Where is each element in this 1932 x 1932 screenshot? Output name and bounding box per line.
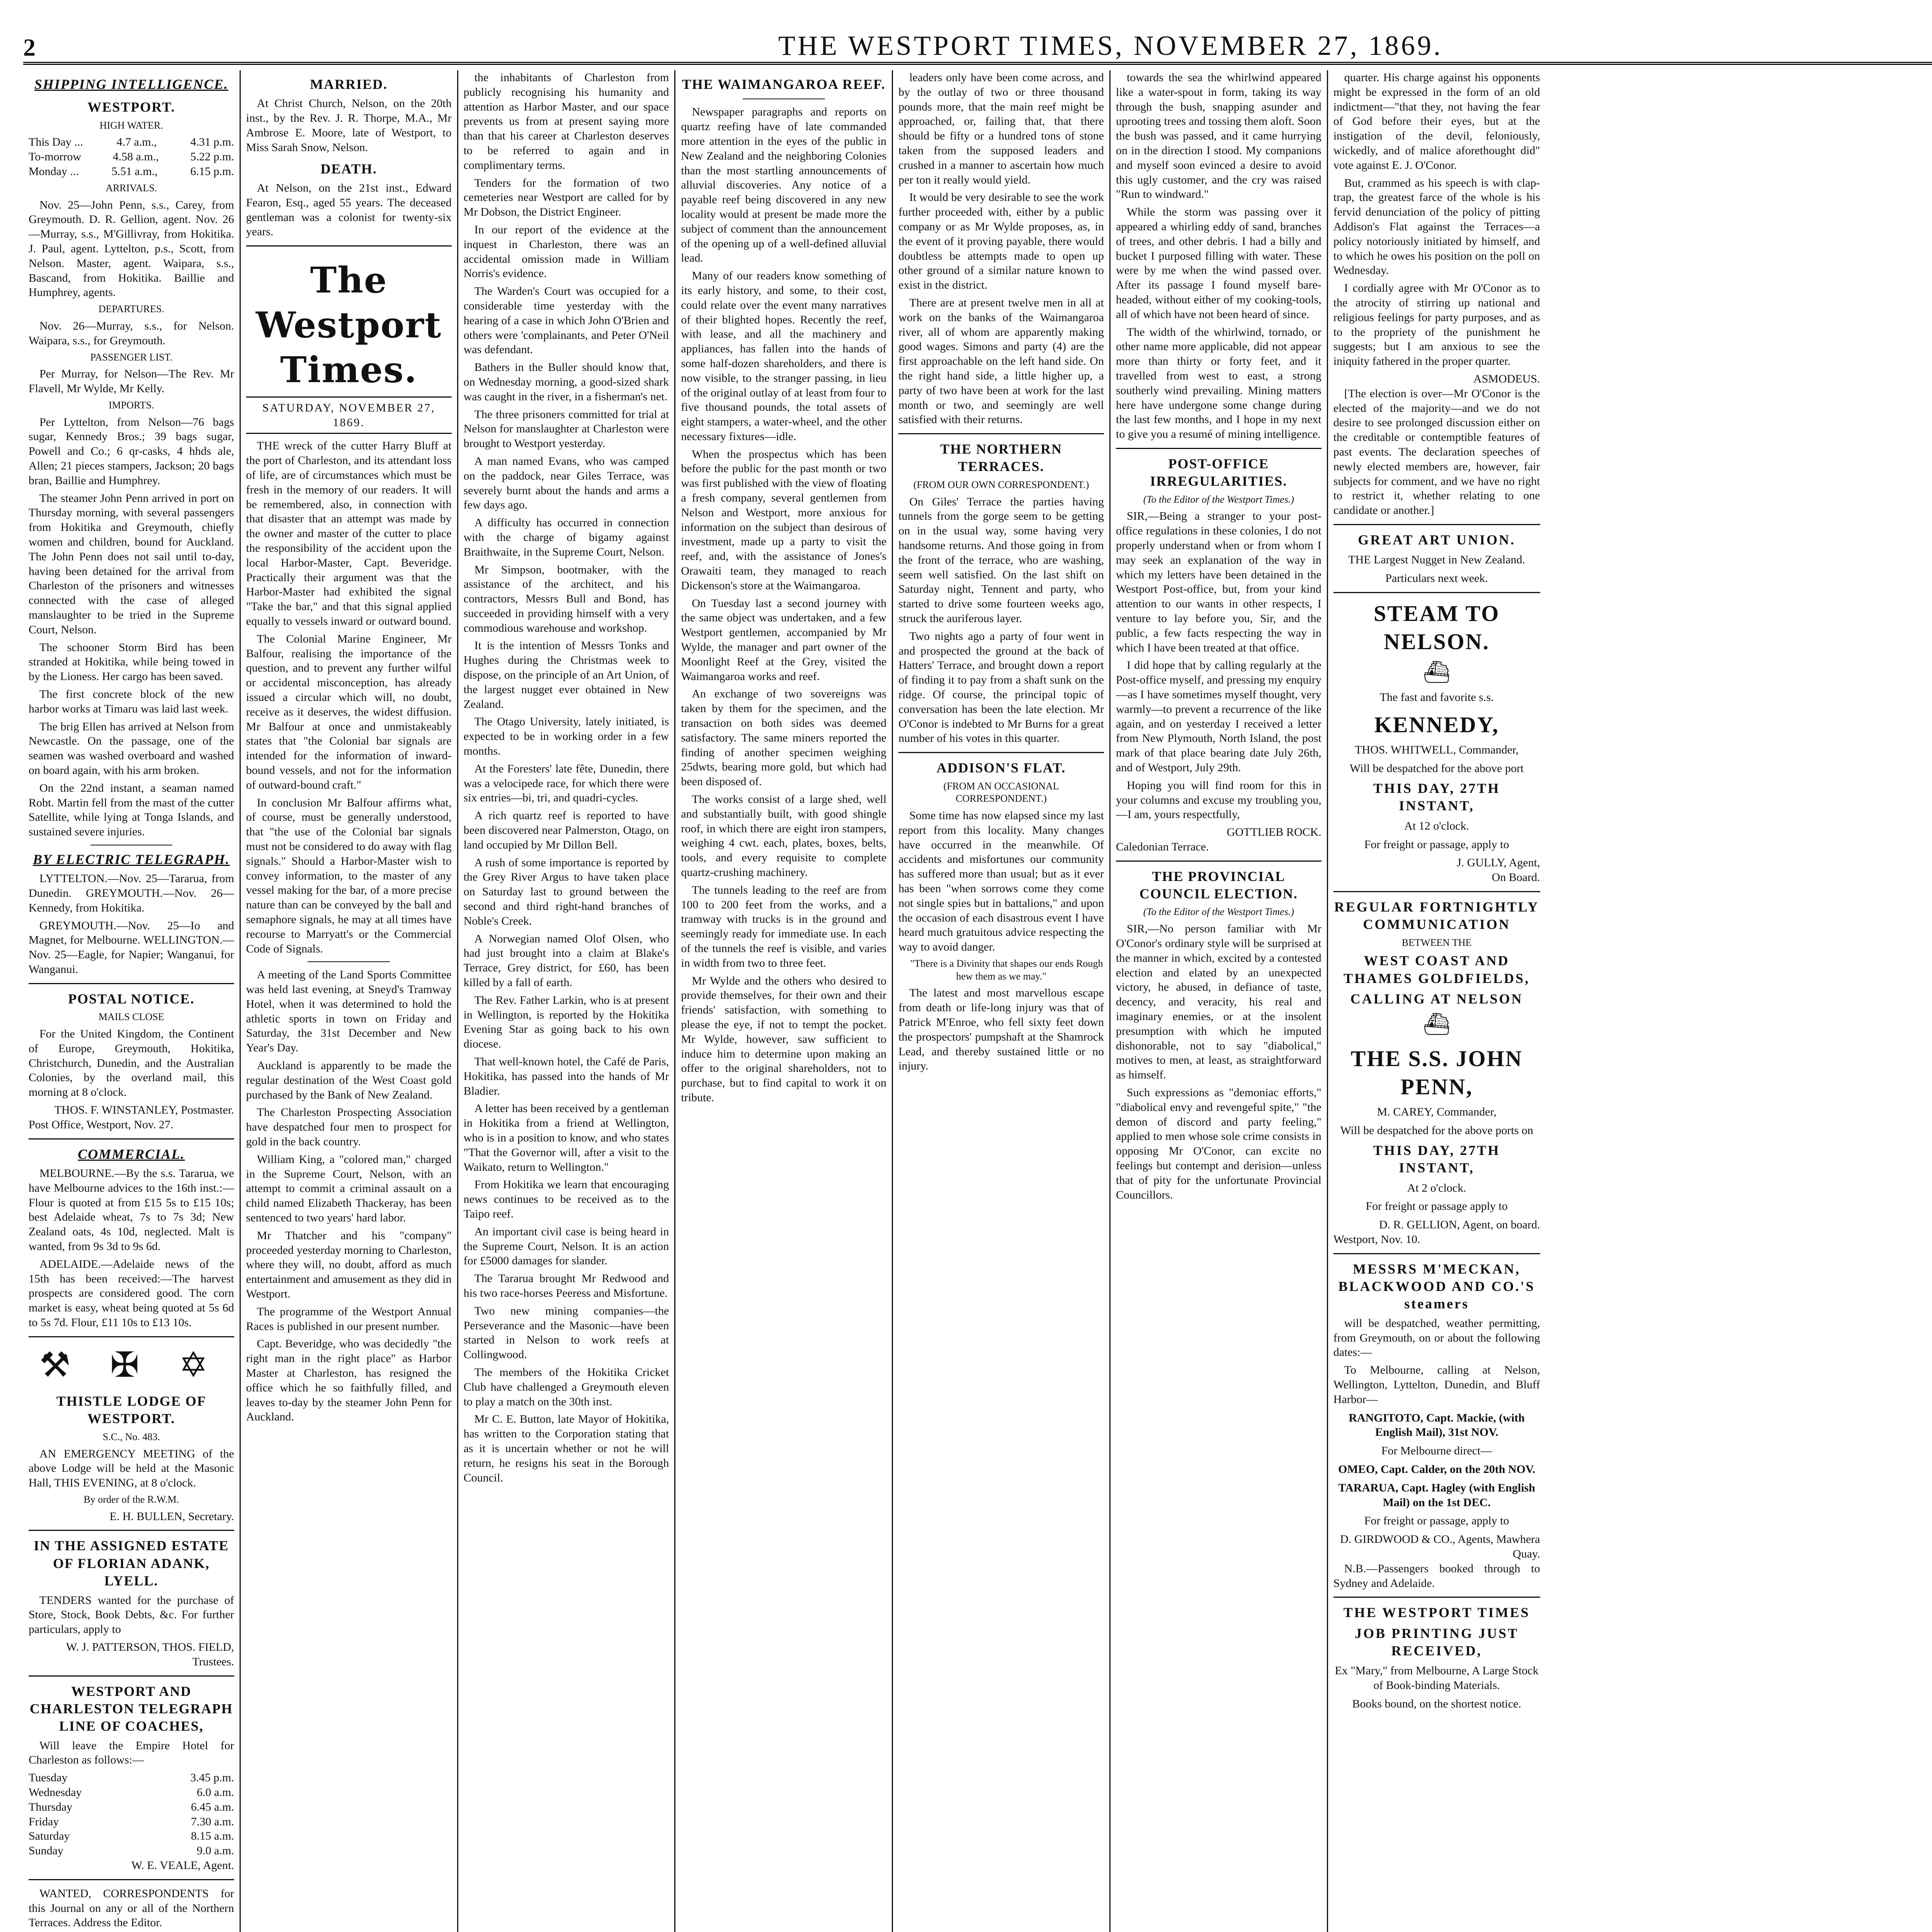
tide-pm: 4.31 p.m. [190, 136, 234, 149]
coach-time-row [29, 1800, 234, 1815]
telegraph-heading: BY ELECTRIC TELEGRAPH. [33, 851, 230, 867]
steam-agent: J. GULLY, Agent, [1456, 856, 1540, 869]
passenger-label: PASSENGER LIST. [90, 351, 173, 363]
meckan-ship: RANGITOTO, Capt. Mackie, (with English Mail), 31st NOV. [1349, 1411, 1525, 1439]
tide-am: 4.58 a.m., [112, 150, 159, 163]
masthead [23, 15, 1932, 65]
departures-label: DEPARTURES. [98, 303, 164, 315]
coach-time: 9.0 a.m. [197, 1844, 234, 1857]
news-item: The schooner Storm Bird has been stranded at Hokitika, while being towed in by the Lioness. Her cargo has been saved. [29, 641, 234, 683]
masonic-emblem-icon: ⚒ ✠ ✡ [39, 1346, 224, 1384]
ship-name: KENNEDY, [1374, 712, 1499, 738]
regular-heading: REGULAR FORTNIGHTLY COMMUNICATION [1334, 899, 1539, 932]
news-item: A meeting of the Land Sports Committee was held last evening, at Sneyd's Tramway Hotel, when it was determined to hold the athletic sports in town on Friday and Saturday, the 31st December and New Year's Day. [246, 968, 452, 1054]
editor-note: [The election is over—Mr O'Conor is the elected of the majority—and we do not desire to see prolonged discussion either on the creditable or contemptible features of past events. The declaration speeches of newly elected members are, however, fair subjects for comment, and we have no right to restrict it, whether relating to one candidate or another.] [1333, 387, 1540, 517]
divider [1333, 592, 1540, 593]
steamship-icon: ⛴ [1423, 660, 1451, 685]
married-text: At Christ Church, Nelson, on the 20th inst., by the Rev. J. R. Thorpe, M.A., Mr Ambrose E. Moore, late of Westport, to Miss Sarah Snow, Nelson. [246, 97, 452, 154]
leader-paragraph: In conclusion Mr Balfour affirms what, of course, must be generally understood, that "the use of the Colonial bar signals must not be considered to do away with flag signals." Should a Harbor-Master wish to convey information, to the master of any vessel making for the bar, of a more precise nature than can be conveyed by the ball and semaphore signals, he may at all times have recourse to Marryatt's or the Commercial Code of Signals. [246, 796, 452, 955]
steam-intro: The fast and favorite s.s. [1379, 690, 1494, 704]
columns [23, 70, 1932, 1932]
coach-time: 3.45 p.m. [190, 1771, 234, 1784]
postoffice-byline: (To the Editor of the Westport Times.) [1143, 493, 1294, 505]
wanted-text: WANTED, CORRESPONDENTS for this Journal on any or all of the Northern Terraces. Address the Editor. [29, 1887, 234, 1929]
divider [1333, 891, 1540, 892]
meckan-route: For Melbourne direct— [1381, 1444, 1492, 1458]
estate-trustees: W. J. PATTERSON, THOS. FIELD, Trustees. [66, 1640, 234, 1668]
tide-day: This Day ... [29, 136, 83, 149]
coach-time-row [29, 1785, 234, 1800]
penn-agent: D. R. GELLION, Agent, on board. [1379, 1218, 1540, 1231]
letter-place: Caledonian Terrace. [1116, 840, 1209, 853]
news-item: Mr Thatcher and his "company" proceeded yesterday morning to Charleston, where they will, no doubt, afford as much entertainment and amusement as they did in Westport. [246, 1229, 452, 1301]
jobprint-heading: THE WESTPORT TIMES [1343, 1605, 1530, 1621]
article-paragraph: Mr Wylde and the others who desired to provide themselves, for their own and their friends' satisfaction, with something to please the eye, if not to tempt the pocket. Mr Wylde, however, saw sufficient to induce him to determine upon making an offer to the original shareholders, not to purchase, but to find capital to work it on tribute. [681, 974, 887, 1104]
divider [29, 983, 234, 984]
news-item: The Charleston Prospecting Association have despatched four men to prospect for gold in the back country. [246, 1106, 452, 1148]
coach-time-row [29, 1844, 234, 1858]
estate-heading: IN THE ASSIGNED ESTATE OF FLORIAN ADANK, LYELL. [34, 1538, 229, 1589]
estate-text: TENDERS wanted for the purchase of Store, Stock, Book Debts, &c. For further particulars, apply to [29, 1594, 234, 1636]
news-item: The members of the Hokitika Cricket Club have challenged a Greymouth eleven to play a match on the 30th inst. [463, 1366, 669, 1408]
news-item: A rich quartz reef is reported to have been discovered near Palmerston, Otago, on land occupied by Mr Dillon Bell. [463, 809, 669, 851]
coaches-agent: W. E. VEALE, Agent. [131, 1859, 234, 1872]
coach-time-row [29, 1770, 234, 1785]
coach-time-row [29, 1829, 234, 1844]
news-item: At the Foresters' late fête, Dunedin, there was a velocipede race, for which there were six entries—bi, tri, and quadri-cycles. [463, 762, 669, 804]
news-item: That well-known hotel, the Café de Paris, Hokitika, has passed into the hands of Mr Bladier. [463, 1055, 669, 1097]
tide-row [29, 135, 234, 150]
article-paragraph: leaders only have been come across, and by the outlay of two or three thousand pounds more, that the main reef might be approached, or, failing that, that there should be fifty or a hundred tons of stone taken from the supposed leaders and crushed in a manner to ascertain how much per ton it really would yield. [898, 71, 1104, 186]
terraces-heading: THE NORTHERN TERRACES. [940, 441, 1062, 474]
postal-date: Post Office, Westport, Nov. 27. [29, 1118, 173, 1131]
postoffice-heading: POST-OFFICE IRREGULARITIES. [1150, 456, 1287, 489]
news-item: The first concrete block of the new harbor works at Timaru was laid last week. [29, 687, 234, 715]
divider [29, 1879, 234, 1880]
news-item: The Tararua brought Mr Redwood and his two race-horses Peeress and Misfortune. [463, 1272, 669, 1299]
article-paragraph: It would be very desirable to see the work further proceeded with, either by a public company or as Mr Wylde proposes, as, in the event of it proving payable, there would doubtless be attempts made to open up other ground of a similar nature known to exist in the district. [898, 191, 1104, 292]
telegraph-departures: GREYMOUTH.—Nov. 25—Io and Magnet, for Melbourne. WELLINGTON.—Nov. 25—Eagle, for Napier; Wanganui, for Wanganui. [29, 919, 234, 976]
regular-between: BETWEEN THE [1401, 937, 1472, 948]
letter-paragraph: But, crammed as his speech is with clap-trap, the greatest farce of the whole is his fervid denunciation of the policy of pitting Addison's Flat against the Terraces—a policy notoriously initiated by himself, and to which he owes his position on the poll on Wednesday. [1333, 176, 1540, 277]
meckan-text: will be despatched, weather permitting, from Greymouth, on or about the following dates:— [1333, 1316, 1540, 1359]
addison-byline: (FROM AN OCCASIONAL CORRESPONDENT.) [943, 780, 1059, 804]
letter-paragraph: SIR,—Being a stranger to your post-office regulations in these colonies, I do not properly understand when or from whom I may seek an explanation of the way in which my letters have been detained in the Westport Post-office, but, from your kind attention to our wants in other respects, I venture to lay before you, Sir, and the public, a few facts respecting the way in which I have been treated at that office. [1116, 510, 1321, 654]
departures-text: Nov. 26—Murray, s.s., for Nelson. Waipara, s.s., for Greymouth. [29, 319, 234, 347]
article-paragraph: The tunnels leading to the reef are from 100 to 200 feet from the works, and a tramway with trucks is in the ground and seemingly ready for immediate use. In each of the tunnels the reef is visible, and varies in width from two to three feet. [681, 883, 887, 969]
divider [308, 961, 390, 962]
coach-day: Saturday [29, 1830, 70, 1843]
divider [1333, 1597, 1540, 1598]
tide-day: To-morrow [29, 150, 82, 163]
divider [1116, 861, 1321, 862]
news-item: The programme of the Westport Annual Races is published in our present number. [246, 1305, 452, 1333]
artunion-heading: GREAT ART UNION. [1358, 532, 1516, 548]
article-paragraph: On Tuesday last a second journey with the same object was undertaken, and a few Westport gentlemen, accompanied by Mr Wylde, the manager and part owner of the Moonlight Reef at the Grey, visited the Waimangaroa works and reef. [681, 597, 887, 683]
news-item: On the 22nd instant, a seaman named Robt. Martin fell from the mast of the cutter Satellite, while lying at Tonga Islands, and sustained severe injuries. [29, 781, 234, 838]
coach-time: 6.45 a.m. [191, 1800, 234, 1813]
news-item: William King, a "colored man," charged in the Supreme Court, Nelson, with an attempt to commit a criminal assault on a child named Elizabeth Thackeray, has been sentenced to two years' hard labor. [246, 1153, 452, 1225]
meckan-route: To Melbourne, calling at Nelson, Wellington, Lyttelton, Dunedin, and Bluff Harbor— [1333, 1364, 1540, 1406]
death-heading: DEATH. [320, 161, 377, 177]
coach-day: Thursday [29, 1800, 73, 1813]
arrivals-label: ARRIVALS. [105, 182, 157, 194]
addison-heading: ADDISON'S FLAT. [936, 760, 1066, 776]
article-paragraph: The works consist of a large shed, well and substantially built, with good shingle roof, in which there are eight iron stampers, weighing 4 cwt. each, plates, boxes, belts, tools, and every requisite to complete quartz-crushing machinery. [681, 793, 887, 879]
article-paragraph: Some time has now elapsed since my last report from this locality. Many changes have occurred in the meanwhile. Of accidents and misfortunes our community has suffered more than usual; but as it ever has been "when sorrows come they come not single spies but in battalions," and upon the occasion of each disastrous event I have heard much gratuitous advice respecting the way to avoid danger. [898, 809, 1104, 954]
page-title: THE WESTPORT TIMES, NOVEMBER 27, 1869. [778, 30, 1443, 61]
news-item: Tenders for the formation of two cemeteries near Westport are called for by Mr Dobson, the District Engineer. [463, 176, 669, 219]
steam-apply: For freight or passage, apply to [1364, 838, 1509, 851]
steam-text: Will be despatched for the above port [1350, 762, 1524, 775]
article-paragraph: An exchange of two sovereigns was taken by them for the specimen, and the transaction on both sides was deemed satisfactory. The same miners reported the finding of another specimen weighing 25dwts, bearing more gold, but which had been disposed of. [681, 687, 887, 788]
letter-signature: ASMODEUS. [1473, 372, 1540, 385]
divider [898, 433, 1104, 434]
article-heading: THE WAIMANGAROA REEF. [682, 77, 886, 92]
penn-text: Will be despatched for the above ports on [1340, 1124, 1533, 1137]
dateline: SATURDAY, NOVEMBER 27, 1869. [246, 396, 452, 434]
news-item: In our report of the evidence at the inquest in Charleston, there was an accidental omission made in William Norris's evidence. [463, 223, 669, 280]
article-paragraph: Two nights ago a party of four went in and prospected the ground at the back of Hatters' Terrace, and brought down a report of finding it to pay from a shaft sunk on the ridge. Of course, the principal topic of conversation has been the late election. Mr O'Conor is indebted to Mr Burns for a great number of his votes in this quarter. [898, 629, 1104, 745]
article-paragraph: When the prospectus which has been before the public for the past month or two was first published with the view of floating a fresh company, several gentlemen from Nelson and Westport, more anxious for information on the subject than desirous of investment, made up a party to visit the reef, and, with the assistance of Jones's Orawaiti team, they managed to reach Dickenson's store at the Waimangaroa. [681, 447, 887, 592]
coach-day: Sunday [29, 1844, 63, 1857]
letter-paragraph: I did hope that by calling regularly at the Post-office myself, and pressing my enquiry—as I have sometimes myself thought, very warmly—to prevent a recurrence of the like again, and on yesterday I received a letter from New Plymouth, North Island, the post mark of that place bearing date July 26th, and of Westport, July 29th. [1116, 659, 1321, 774]
news-item: Two new mining companies—the Perseverance and the Masonic—have been started in Nelson to work reefs at Collingwood. [463, 1304, 669, 1361]
artunion-note: Particulars next week. [1385, 572, 1488, 585]
letter-signature: GOTTLIEB ROCK. [1226, 826, 1321, 839]
terraces-byline: (FROM OUR OWN CORRESPONDENT.) [913, 479, 1089, 490]
imports-label: IMPORTS. [109, 399, 154, 411]
ship-commander: M. CAREY, Commander, [1377, 1105, 1497, 1119]
news-item: The Otago University, lately initiated, is expected to be in working order in a few months. [463, 715, 669, 758]
divider [1333, 524, 1540, 525]
steam-date: THIS DAY, 27TH INSTANT, [1373, 781, 1500, 814]
news-item: An important civil case is being heard in the Supreme Court, Nelson. It is an action for £5000 damages for slander. [463, 1225, 669, 1267]
coach-time: 6.0 a.m. [197, 1786, 234, 1799]
shipping-heading: SHIPPING INTELLIGENCE. [34, 77, 228, 92]
article-paragraph: While the storm was passing over it appeared a whirling eddy of sand, branches of trees, and other debris. I had a billy and bucket I purposed filling with water. These were by me when the wind passed over. After its passage I found myself bare-headed, without either of my cooking-tools, all of which have not been heard of since. [1116, 206, 1321, 321]
news-item: Auckland is apparently to be made the regular destination of the West Coast gold purchased by the Bank of New Zealand. [246, 1059, 452, 1101]
penn-date: THIS DAY, 27TH INSTANT, [1373, 1142, 1500, 1176]
news-item: The steamer John Penn arrived in port on Thursday morning, with several passengers from Hokitika and Greymouth, chiefly women and children, bound for Auckland. The John Penn does not sail until to-day, having been detained for the arrival from Charleston of the prisoners and witnesses connected with the case of alleged manslaughter to be tried in the Supreme Court, Nelson. [29, 492, 234, 636]
jobprint-note: Books bound, on the shortest notice. [1352, 1697, 1521, 1710]
news-item: The three prisoners committed for trial at Nelson for manslaughter at Charleston were brought to Westport yesterday. [463, 408, 669, 450]
article-paragraph: Newspaper paragraphs and reports on quartz reefing have of late commanded more attention in the eyes of the public in New Zealand and the neighboring Colonies than the most startling announcements of alluvial discoveries. Any notice of a payable reef being discovered in any new locality would at present be made more the subject of comment than the announcement of the opening up of a well-defined alluvial lead. [681, 105, 887, 265]
steam-time: At 12 o'clock. [1404, 819, 1469, 832]
news-item: The Warden's Court was occupied for a considerable time yesterday with the hearing of a case in which John O'Brien and others were 'complainants, and Peter O'Neil was defendant. [463, 285, 669, 356]
penn-apply: For freight or passage apply to [1366, 1200, 1508, 1213]
news-item: It is the intention of Messrs Tonks and Hughes during the Christmas week to dispose, on the principle of an Art Union, of the largest nugget ever obtained in New Zealand. [463, 639, 669, 711]
jobprint-title: JOB PRINTING JUST RECEIVED, [1355, 1625, 1519, 1659]
news-item: A difficulty has occurred in connection with the charge of bigamy against Braithwaite, in the Supreme Court, Nelson. [463, 516, 669, 558]
meckan-ship: OMEO, Capt. Calder, on the 20th NOV. [1338, 1463, 1536, 1476]
steam-board: On Board. [1492, 871, 1540, 884]
column-4 [675, 70, 893, 1932]
lodge-number: S.C., No. 483. [102, 1431, 160, 1442]
commercial-heading: COMMERCIAL. [78, 1146, 185, 1162]
news-item: Bathers in the Buller should know that, on Wednesday morning, a good-sized shark was caught in the river, in a fisherman's net. [463, 361, 669, 403]
quotation: "There is a Divinity that shapes our ends Rough hew them as we may." [910, 957, 1103, 982]
artunion-text: THE Largest Nugget in New Zealand. [1348, 553, 1525, 566]
article-paragraph: On Giles' Terrace the parties having tunnels from the gorge seem to be getting on in the usual way, some having very handsome returns. And those going in from the front of the terrace, who are washing, seem well satisfied. On the last shift on Saturday night, Tennent and party, who started to drive some fourteen weeks ago, struck the auriferous layer. [898, 495, 1104, 625]
tide-pm: 5.22 p.m. [190, 150, 234, 163]
leader-paragraph: The Colonial Marine Engineer, Mr Balfour, realising the importance of the question, and to prevent any further wilful or accidental misconception, has already issued a circular which will, no doubt, receive as it deserves, the widest diffusion. Mr Balfour at once and unmistakeably states that "the Colonial bar signals are intended for the information of inward-bound vessels, and not for the information of outward-bound craft." [246, 632, 452, 791]
postmaster: THOS. F. WINSTANLEY, Postmaster. [54, 1103, 234, 1116]
news-item: A Norwegian named Olof Olsen, who had just brought into a claim at Blake's Terrace, Grey district, for £60, has been killed by a fall of earth. [463, 932, 669, 989]
letter-paragraph: Hoping you will find room for this in your columns and excuse my troubling you,—I am, yours respectfully, [1116, 779, 1321, 821]
tide-row [29, 150, 234, 164]
lodge-secretary: E. H. BULLEN, Secretary. [109, 1510, 234, 1523]
news-item: A rush of some importance is reported by the Grey River Argus to have taken place on Saturday last to ground between the second and third right-hand branches of Noble's Creek. [463, 856, 669, 927]
coach-time: 7.30 a.m. [191, 1815, 234, 1828]
letter-paragraph: I cordially agree with Mr O'Conor as to the atrocity of stirring up national and religious feelings for party purposes, and as to the propriety of the punishment he suggests; but I am anxious to see the iniquity fathered in the proper quarter. [1333, 282, 1540, 368]
news-item: Capt. Beveridge, who was decidedly "the right man in the right place" as Harbor Master at Charleston, has resigned the office which he so faithfully filled, and leaves to-day by the steamer John Penn for Auckland. [246, 1337, 452, 1423]
death-text: At Nelson, on the 21st inst., Edward Fearon, Esq., aged 55 years. The deceased gentleman was a colonist for twenty-six years. [246, 181, 452, 238]
married-heading: MARRIED. [310, 77, 388, 92]
meckan-apply: For freight or passage, apply to [1364, 1514, 1509, 1527]
meckan-heading: MESSRS M'MECKAN, BLACKWOOD AND CO.'S steamers [1338, 1261, 1535, 1312]
divider [246, 245, 452, 247]
meckan-agent: D. GIRDWOOD & CO., Agents, Mawhera Quay. [1340, 1533, 1540, 1560]
ship-name: THE S.S. JOHN PENN, [1350, 1046, 1523, 1100]
newspaper-nameplate: The Westport Times. [256, 259, 442, 391]
article-paragraph: The latest and most marvellous escape from death or life-long injury was that of Patrick M'Enroe, who fell sixty feet down the prospectors' pumpshaft at the Shamrock Lead, and thereby sustained little or no injury. [898, 986, 1104, 1073]
page-number: 2 [23, 34, 36, 61]
column-3 [458, 70, 676, 1932]
tide-pm: 6.15 p.m. [190, 165, 234, 178]
tide-am: 5.51 a.m., [111, 165, 158, 178]
coaches-intro: Will leave the Empire Hotel for Charleston as follows:— [29, 1739, 234, 1767]
divider [898, 752, 1104, 753]
meckan-ship: TARARUA, Capt. Hagley (with English Mail) on the 1st DEC. [1338, 1481, 1535, 1509]
news-item: A man named Evans, who was camped on the paddock, near Giles Terrace, was severely burnt about the hands and arms a few days ago. [463, 454, 669, 512]
column-2 [241, 70, 458, 1932]
news-item: Mr Simpson, bootmaker, with the assistance of the architect, and his contractors, Messrs Bull and Bond, has succeeded in providing himself with a very commodious warehouse and workshop. [463, 563, 669, 634]
meckan-nb: N.B.—Passengers booked through to Sydney and Adelaide. [1333, 1562, 1540, 1590]
penn-time: At 2 o'clock. [1407, 1181, 1466, 1194]
leader-paragraph: THE wreck of the cutter Harry Bluff at the port of Charleston, and its attendant loss of life, are of circumstances which must be fresh in the memory of our readers. It will be remembered, also, in connection with that disaster that an attempt was made by the owner and master of the cutter to place the responsibility of the accident upon the local Harbor-Master, Capt. Beveridge. Practically their argument was that the Harbor-Master had exhibited the signal "Take the bar," and that this signal applied equally to vessels inward or outward bound. [246, 439, 452, 628]
arrivals-text: Nov. 25—John Penn, s.s., Carey, from Greymouth. D. R. Gellion, agent. Nov. 26—Murray, s.s., M'Gillivray, from Hokitika. J. Paul, agent. Lyttelton, p.s., Scott, from Nelson. Master, agent. Waipara, s.s., Bascand, from Hokitika. Baillie and Humphrey, agents. [29, 198, 234, 299]
postal-text: For the United Kingdom, the Continent of Europe, Greymouth, Hokitika, Christchurch, Dunedin, and the Australian Colonies, by the overland mail, this morning at 8 o'clock. [29, 1027, 234, 1099]
lodge-title: THISTLE LODGE OF WESTPORT. [56, 1393, 206, 1427]
coach-time-row [29, 1815, 234, 1829]
article-paragraph: towards the sea the whirlwind appeared like a water-spout in form, taking its way through the bush, snapping asunder and uprooting trees and tossing them aloft. Soon the bush was passed, and it came hurrying on in the direction I stood. My companions and myself soon evinced a desire to avoid this ugly customer, and the cry was raised "Run to windward." [1116, 71, 1321, 201]
coaches-heading: WESTPORT AND CHARLESTON TELEGRAPH LINE OF COACHES, [30, 1683, 233, 1734]
passenger-text: Per Murray, for Nelson—The Rev. Mr Flavell, Mr Wylde, Mr Kelly. [29, 367, 234, 395]
mails-close-label: MAILS CLOSE [99, 1011, 164, 1023]
letter-paragraph: SIR,—No person familiar with Mr O'Conor's ordinary style will be surprised at the manner in which, excited by a contested election and elated by an unexpected victory, he abused, in defiance of taste, decency, and veracity, his real and imaginary enemies, or at the insolent presumption with which he imputed dishonorable, not to say "diabolical," motives to men, at least, as straightforward as himself. [1116, 922, 1321, 1082]
postal-heading: POSTAL NOTICE. [68, 991, 195, 1007]
tide-row [29, 164, 234, 179]
article-paragraph: The width of the whirlwind, tornado, or other name more applicable, did not appear more than thirty or forty feet, and it travelled from west to east, a strong southerly wind prevailing. Mining matters here have undergone some change during the last few months, and I hope in my next to give you a resumé of mining intelligence. [1116, 325, 1321, 441]
steam-heading: STEAM TO NELSON. [1373, 600, 1500, 654]
news-item: Mr C. E. Button, late Mayor of Hokitika, has written to the Corporation stating that as it is uncertain whether or not he will return, he resigns his seat in the Borough Council. [463, 1413, 669, 1484]
commercial-text: MELBOURNE.—By the s.s. Tararua, we have Melbourne advices to the 16th inst.:—Flour is quoted at from £15 5s to £15 10s; best Adelaide wheat, 7s to 7s 3d; New Zealand oats, 4s 10d, neglected. Malt is wanted, from 9s 3d to 9s 6d. [29, 1167, 234, 1253]
letter-paragraph: Such expressions as "demoniac efforts," "diabolical envy and revengeful spite," "the demon of discord and party feeling," applied to men whose sole crime consists in opposing Mr O'Conor, can excite no feelings but contempt and derision—unless that of pity for the unfortunate Provincial Councillors. [1116, 1086, 1321, 1201]
penn-date-line: Westport, Nov. 10. [1333, 1233, 1420, 1246]
tide-am: 4.7 a.m., [116, 136, 157, 149]
ship-commander: THOS. WHITWELL, Commander, [1355, 743, 1519, 757]
divider [1116, 448, 1321, 449]
coach-day: Wednesday [29, 1786, 82, 1799]
divider [29, 1530, 234, 1531]
steamship-icon: ⛴ [1423, 1012, 1451, 1037]
article-paragraph: There are at present twelve men in all at work on the banks of the Waimangaroa river, all of whom are apparently making good wages. Simons and party (4) are the first approachable on the left hand side. On the right hand side, a little higher up, a party of two have been at work for the last month or two, and seemingly are well satisfied with their returns. [898, 296, 1104, 426]
coach-day: Friday [29, 1815, 59, 1828]
news-item: the inhabitants of Charleston from publicly recognising his humanity and attention as Harbor Master, and our space prevents us from at present saying more than that his career at Charleston deserves to be referred to again and in complimentary terms. [463, 71, 669, 172]
port-heading: WESTPORT. [87, 99, 175, 115]
lodge-order: By order of the R.W.M. [83, 1493, 179, 1505]
divider [29, 1336, 234, 1337]
column-7 [1328, 70, 1546, 1932]
high-water-label: HIGH WATER. [99, 119, 163, 131]
coach-time: 8.15 a.m. [191, 1830, 234, 1843]
news-item: The Rev. Father Larkin, who is at present in Wellington, is reported by the Hokitika Evening Star as going back to his own diocese. [463, 993, 669, 1051]
jobprint-text: Ex "Mary," from Melbourne, A Large Stock of Book-binding Materials. [1335, 1664, 1539, 1692]
regular-calling: CALLING AT NELSON [1350, 991, 1523, 1007]
telegraph-arrivals: LYTTELTON.—Nov. 25—Tararua, from Dunedin. GREYMOUTH.—Nov. 26—Kennedy, from Hokitika. [29, 872, 234, 914]
news-item: From Hokitika we learn that encouraging news continues to be received as to the Taipo reef. [463, 1178, 669, 1220]
divider [29, 1675, 234, 1677]
column-6 [1111, 70, 1328, 1932]
coach-day: Tuesday [29, 1771, 68, 1784]
imports-text: Per Lyttelton, from Nelson—76 bags sugar, Kennedy Bros.; 39 bags sugar, Powell and Co.; 6 qr-casks, 4 hhds ale, Allen; 21 pieces stampers, Jackson; 20 bags bran, Baillie and Humphrey. [29, 415, 234, 487]
divider [29, 1138, 234, 1139]
lodge-text: AN EMERGENCY MEETING of the above Lodge will be held at the Masonic Hall, THIS EVENING, at 8 o'clock. [29, 1447, 234, 1490]
regular-route: WEST COAST AND THAMES GOLDFIELDS, [1344, 953, 1530, 986]
tide-day: Monday ... [29, 165, 79, 178]
commercial-text: ADELAIDE.—Adelaide news of the 15th has been received:—The harvest prospects are considered good. The corn market is easy, wheat being quoted at 5s 6d to 5s 7d. Flour, £11 10s to £13 10s. [29, 1257, 234, 1329]
column-5 [893, 70, 1111, 1932]
divider [1333, 1253, 1540, 1254]
council-heading: THE PROVINCIAL COUNCIL ELECTION. [1139, 868, 1298, 902]
news-item: The brig Ellen has arrived at Nelson from Newcastle. On the passage, one of the seamen was washed overboard and washed on board again, with his arm broken. [29, 720, 234, 777]
newspaper-page [23, 15, 1932, 1932]
news-item: A letter has been received by a gentleman in Hokitika from a friend at Wellington, who is in a position to know, and who states "That the Governor will, after a visit to the Waikato, return to Wellington." [463, 1102, 669, 1173]
column-1 [23, 70, 241, 1932]
letter-paragraph: quarter. His charge against his opponents might be expressed in the form of an old indictment—"that they, not having the fear of God before their eyes, but at the instigation of the devil, feloniously, wickedly, and of malice aforethought did" vote against E. J. O'Conor. [1333, 71, 1540, 172]
council-byline: (To the Editor of the Westport Times.) [1143, 906, 1294, 918]
article-paragraph: Many of our readers know something of its early history, and some, to their cost, could relate over the event many narratives of their blighted hopes. Recently the reef, with lease, and all the machinery and appliances, has fallen into the hands of some half-dozen shareholders, and there is now visible, to the stranger passing, in lieu of the original outlay of at least from four to five thousand pounds, the total assets of eight stampers, a water-wheel, and the other necessary fixtures—idle. [681, 269, 887, 443]
